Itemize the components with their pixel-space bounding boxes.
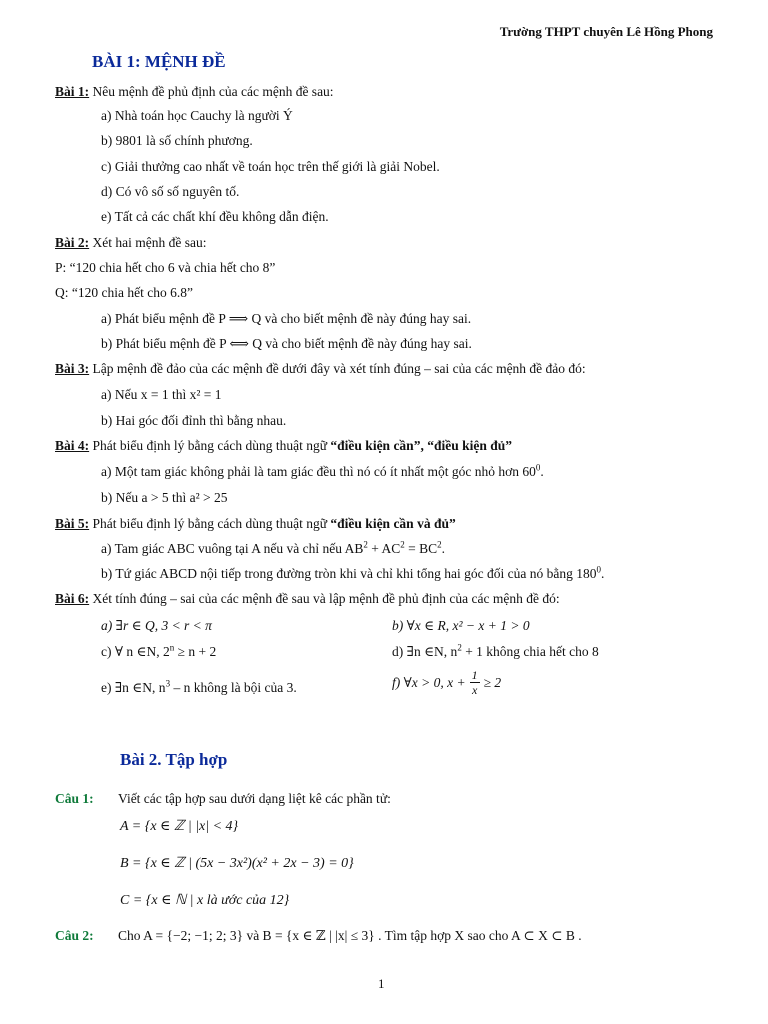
cau2-text: Cho A = {−2; −1; 2; 3} và B = {x ∈ ℤ | |x| ≤ 3} . Tìm tập hợp X sao cho A ⊂ X ⊂ B . [118,928,582,943]
bai6-c-end: ≥ n + 2 [174,644,217,659]
bai6-f-denominator: x [471,683,478,697]
bai5-a-text: a) Tam giác ABC vuông tại A nếu và chỉ nếu AB [101,541,364,556]
bai6-f-text: f) ∀x > 0, x + [392,674,466,690]
bai5-b-end: . [600,566,605,581]
bai1-item-e: e) Tất cả các chất khí đều không dẫn điện. [101,209,329,224]
bai3-text: Lập mệnh đề đảo của các mệnh đề dưới đây và xét tính đúng – sai của các mệnh đề đảo đó: [89,361,586,376]
bai6-f-fraction [470,668,480,697]
bai6-d-text: d) ∃n ∈N, n [392,644,458,659]
bai3-prompt [55,361,586,377]
bai4-prompt [55,438,512,454]
section-title-menh-de: BÀI 1: MỆNH ĐỀ [92,52,226,71]
bai6-item-d [392,644,599,660]
page-header: Trường THPT chuyên Lê Hồng Phong [499,24,713,39]
bai6-item-c [101,644,216,660]
bai6-c-exp: n [169,642,175,653]
bai3-item-a: a) Nếu x = 1 thì x² = 1 [101,387,222,402]
bai5-a-plus: + AC [367,541,401,556]
bai1-item-c: c) Giải thưởng cao nhất về toán học trên thế giới là giải Nobel. [101,159,440,174]
bai6-item-e [101,680,297,696]
bai6-item-f [392,668,501,697]
section-title-tap-hop: Bài 2. Tập hợp [120,750,228,769]
bai4-text: Phát biểu định lý bằng cách dùng thuật ngữ [89,438,331,453]
bai6-c-text: c) ∀ n ∈N, 2 [101,644,170,659]
bai5-b-degree: 0 [596,564,601,575]
bai6-f-end: ≥ 2 [483,674,502,690]
bai4-terms: “điều kiện cần”, “điều kiện đủ” [330,438,512,453]
bai1-text: Nêu mệnh đề phủ định của các mệnh đề sau: [89,84,334,99]
bai2-item-a: a) Phát biểu mệnh đề P ⟹ Q và cho biết mệnh đề này đúng hay sai. [101,311,472,326]
bai1-prompt [55,84,334,100]
bai5-label: Bài 5: [55,516,90,531]
bai5-a-eq: = BC [404,541,438,556]
bai4-item-b: b) Nếu a > 5 thì a² > 25 [101,490,228,505]
bai5-item-a [101,541,445,557]
bai4-a-end: . [540,464,544,479]
bai6-d-end: + 1 không chia hết cho 8 [461,644,599,659]
bai2-item-b: b) Phát biểu mệnh đề P ⟺ Q và cho biết mệnh đề này đúng hay sai. [101,336,472,351]
bai5-prompt [55,516,456,532]
bai2-text: Xét hai mệnh đề sau: [89,235,207,250]
cau1-text: Viết các tập hợp sau dưới dạng liệt kê các phần tử: [118,791,391,806]
bai6-prompt [55,591,560,607]
bai5-item-b [101,566,604,582]
bai3-item-b: b) Hai góc đối đỉnh thì bằng nhau. [101,413,287,428]
cau1-set-b: B = {x ∈ ℤ | (5x − 3x²)(x² + 2x − 3) = 0} [120,856,354,871]
bai6-e-end: – n không là bội của 3. [170,680,297,695]
bai2-label: Bài 2: [55,235,90,250]
cau1-set-c: C = {x ∈ ℕ | x là ước của 12} [120,893,290,908]
bai5-a-sq1: 2 [363,539,368,550]
bai1-item-d: d) Có vô số số nguyên tố. [101,184,240,199]
bai1-item-b: b) 9801 là số chính phương. [101,133,253,148]
bai5-a-sq2: 2 [400,539,405,550]
cau1-label: Câu 1: [55,791,94,806]
bai6-text: Xét tính đúng – sai của các mệnh đề sau và lập mệnh đề phủ định của các mệnh đề đó: [89,591,560,606]
bai6-item-a: a) ∃r ∈ Q, 3 < r < π [101,618,212,633]
bai2-prompt [55,235,206,251]
bai3-label: Bài 3: [55,361,90,376]
bai5-b-text: b) Tứ giác ABCD nội tiếp trong đường tròn khi và chỉ khi tổng hai góc đối của nó bằng 180 [101,566,597,581]
bai5-a-sq3: 2 [437,539,442,550]
bai6-e-exp: 3 [165,678,171,689]
bai4-a-text: a) Một tam giác không phải là tam giác đều thì nó có ít nhất một góc nhỏ hơn 60 [101,464,536,479]
bai6-item-b: b) ∀x ∈ R, x² − x + 1 > 0 [392,618,530,633]
bai2-q: Q: “120 chia hết cho 6.8” [55,285,193,300]
bai6-e-text: e) ∃n ∈N, n [101,680,166,695]
bai1-item-a: a) Nhà toán học Cauchy là người Ý [101,108,293,123]
bai6-d-exp: 2 [457,642,462,653]
bai2-p: P: “120 chia hết cho 6 và chia hết cho 8” [55,260,276,275]
bai1-label: Bài 1: [55,84,90,99]
bai4-item-a [101,464,544,480]
bai4-a-degree: 0 [535,462,541,473]
bai6-f-numerator: 1 [471,668,478,682]
page-number: 1 [378,976,385,991]
bai4-label: Bài 4: [55,438,90,453]
cau2-label: Câu 2: [55,928,94,943]
bai6-label: Bài 6: [55,591,90,606]
bai5-terms: “điều kiện cần và đủ” [330,516,456,531]
cau1-set-a: A = {x ∈ ℤ | |x| < 4} [120,819,239,834]
bai5-text: Phát biểu định lý bằng cách dùng thuật ngữ [89,516,331,531]
bai5-a-end: . [441,541,446,556]
